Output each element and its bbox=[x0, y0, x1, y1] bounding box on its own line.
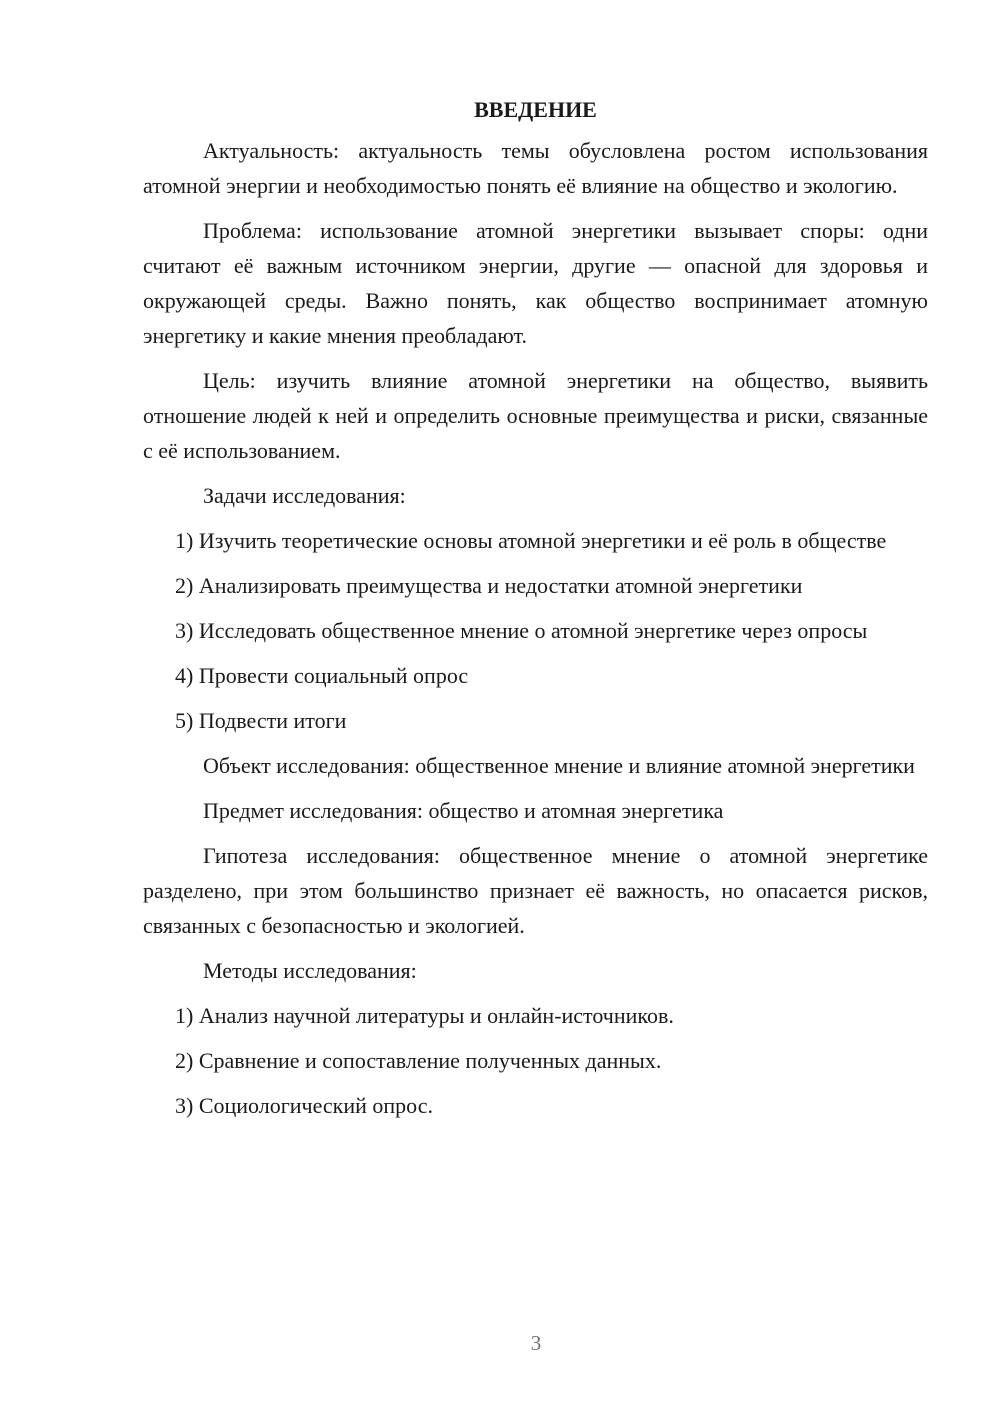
relevance-paragraph: Актуальность: актуальность темы обусловлена ростом использования атомной энергии и необходимостью понять её влияние на общество и экологию. bbox=[143, 138, 928, 198]
object-paragraph: Объект исследования: общественное мнение и влияние атомной энергетики bbox=[203, 753, 915, 778]
task-item: 1) Изучить теоретические основы атомной энергетики и её роль в обществе bbox=[175, 528, 887, 553]
subject-paragraph: Предмет исследования: общество и атомная энергетика bbox=[203, 798, 724, 823]
page-content bbox=[143, 92, 928, 1133]
method-item: 3) Социологический опрос. bbox=[175, 1093, 433, 1118]
tasks-heading: Задачи исследования: bbox=[203, 483, 406, 508]
methods-heading: Методы исследования: bbox=[203, 958, 417, 983]
problem-paragraph: Проблема: использование атомной энергетики вызывает споры: одни считают её важным источником энергии, другие — опасной для здоровья и окружающей среды. Важно понять, как общество воспринимает атомную энергетику и какие мнения преобладают. bbox=[143, 218, 928, 348]
page-title: ВВЕДЕНИЕ bbox=[474, 97, 597, 122]
task-item: 4) Провести социальный опрос bbox=[175, 663, 469, 688]
page-number: 3 bbox=[530, 1331, 542, 1355]
goal-paragraph: Цель: изучить влияние атомной энергетики на общество, выявить отношение людей к ней и определить основные преимущества и риски, связанные с её использованием. bbox=[143, 368, 928, 463]
task-item: 5) Подвести итоги bbox=[175, 708, 347, 733]
hypothesis-paragraph: Гипотеза исследования: общественное мнение о атомной энергетике разделено, при этом большинство признает её важность, но опасается рисков, связанных с безопасностью и экологией. bbox=[143, 843, 928, 938]
method-item: 2) Сравнение и сопоставление полученных данных. bbox=[175, 1048, 662, 1073]
task-item: 2) Анализировать преимущества и недостатки атомной энергетики bbox=[175, 573, 803, 598]
method-item: 1) Анализ научной литературы и онлайн-источников. bbox=[175, 1003, 674, 1028]
task-item: 3) Исследовать общественное мнение о атомной энергетике через опросы bbox=[175, 618, 868, 643]
